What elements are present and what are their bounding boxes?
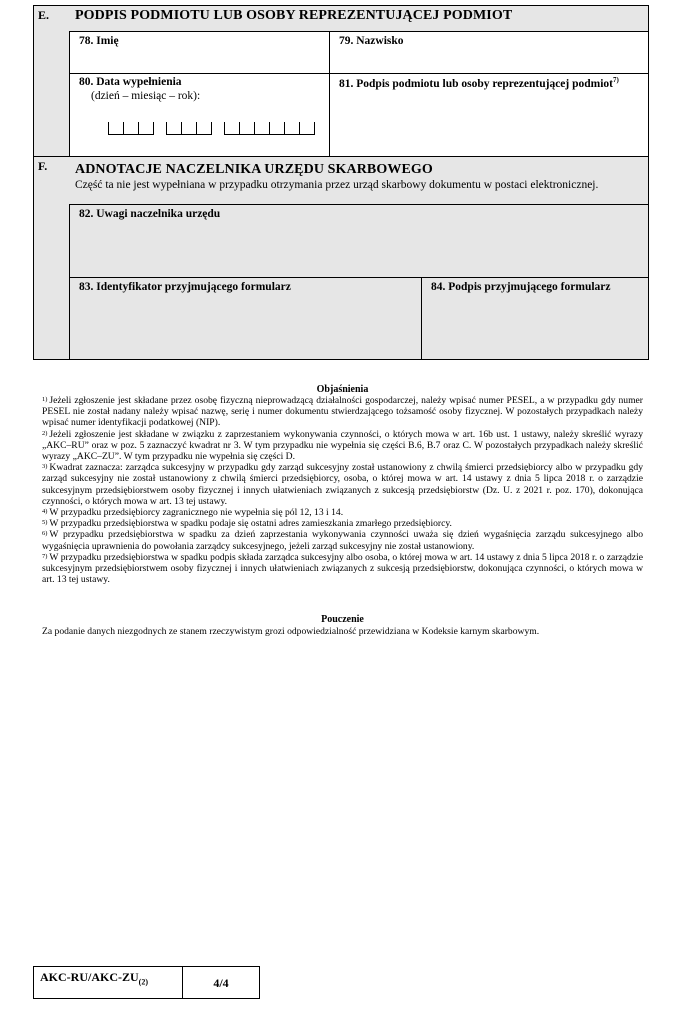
field-80-date[interactable] [69,73,330,157]
field-78-first-name[interactable] [69,31,330,74]
footer-form-code-text: AKC-RU/AKC-ZU [40,970,139,984]
footer-page-box [182,966,260,999]
footer-page-number: 4/4 [213,976,229,990]
note-4-mark: 4) [42,508,48,516]
note-7-text: W przypadku przedsiębiorstwa w spadku podpis składa zarządca sukcesyjny albo osoba, o której mowa w art. 14 ustawy z dnia 5 lipca 2018 r. o zarządzie sukcesyjnym przedsiębiorstwem osoby fizycznej i innych ułatwieniach związanych z sukcesją przedsiębiorstw, dokonująca czynności, o których mowa w art. 13 tej ustawy. [42,551,643,586]
section-f-title: ADNOTACJE NACZELNIKA URZĘDU SKARBOWEGO [75,162,433,177]
note-4 [42,507,643,518]
field-82-remarks[interactable] [69,204,649,278]
note-1 [42,395,643,429]
field-84-receiver-signature[interactable] [421,277,649,360]
field-79-last-name[interactable] [329,31,649,74]
date-month-group[interactable] [166,122,212,135]
note-3-text: Kwadrat zaznacza: zarządca sukcesyjny w przypadku gdy zarząd sukcesyjny został ustanowiony z chwilą śmierci przedsiębiorcy albo w przypadku gdy zarząd sukcesyjny nie został ustanowiony z chwilą śmierci przedsiębiorcy, osoba, o której mowa w art. 14 ustawy z dnia 5 lipca 2018 r. o zarządzie sukcesyjnym przedsiębiorstwem osoby fizycznej i innych ułatwieniach związanych z sukcesją przedsiębiorstw (Dz. U. z 2021 r. poz. 170), dokonująca czynności, o których mowa w art. 13 tej ustawy. [42,462,643,507]
field-78-label: 78. Imię [79,35,119,47]
instruction-text: Za podanie danych niezgodnych ze stanem rzeczywistym grozi odpowiedzialność przewidziana w Kodeksie karnym skarbowym. [42,626,540,637]
date-year-group[interactable] [224,122,315,135]
field-83-label: 83. Identyfikator przyjmującego formularz [79,281,291,293]
field-80-label: 80. Data wypełnienia [79,76,182,88]
field-79-label: 79. Nazwisko [339,35,404,47]
date-input-boxes[interactable] [108,122,327,135]
note-1-mark: 1) [42,396,48,403]
section-e-title: PODPIS PODMIOTU LUB OSOBY REPREZENTUJĄCEJ PODMIOT [75,8,513,23]
field-81-label-text: 81. Podpis podmiotu lub osoby reprezentującej podmiot [339,77,614,90]
note-5-mark: 5) [42,519,48,527]
note-4-text: W przypadku przedsiębiorcy zagranicznego nie wypełnia się pól 12, 13 i 14. [49,507,344,519]
field-84-label: 84. Podpis przyjmującego formularz [431,281,611,293]
field-83-receiver-id[interactable] [69,277,422,360]
note-3-mark: 3) [42,463,48,471]
note-5 [42,518,643,529]
section-f-subtitle: Część ta nie jest wypełniana w przypadku otrzymania przez urząd skarbowy dokumentu w postaci elektronicznej. [75,179,599,191]
note-7-mark: 7) [42,552,48,560]
field-81-footnote: 7) [613,76,619,84]
note-3 [42,462,643,507]
section-f-letter: F. [38,159,48,173]
note-5-text: W przypadku przedsiębiorstwa w spadku podaje się ostatni adres zamieszkania zmarłego przedsiębiorcy. [49,518,452,530]
footer-form-code-box [33,966,183,999]
note-2-mark: 2) [42,429,48,437]
field-82-label: 82. Uwagi naczelnika urzędu [79,208,221,220]
date-day-group[interactable] [108,122,154,135]
field-81-signature[interactable] [329,73,649,157]
note-1-text: Jeżeli zgłoszenie jest składane przez osobę fizyczną nieprowadzącą działalności gospodarczej, należy wpisać numer PESEL, a w przypadku gdy numer PESEL nie został nadany należy wpisać nazwę, serię i numer dokumentu stwierdzającego tożsamość osoby fizycznej. W pozostałych przypadkach należy wpisać numer identyfikacji podatkowej (NIP). [42,395,643,429]
explanations-title: Objaśnienia [316,384,369,395]
note-6-mark: 6) [42,530,48,538]
note-6 [42,529,643,551]
note-6-text: W przypadku przedsiębiorstwa w spadku za dzień zaprzestania wykonywania czynności uważa się dzień wygaśnięcia zarządu sukcesyjnego albo wygaśnięcia uprawnienia do powołania zarządcy sukcesyjnego, jeżeli zarząd sukcesyjny nie został ustanowiony. [42,529,643,552]
explanations-notes [42,395,643,585]
footer-form-version: (2) [138,977,148,987]
field-80-sublabel: (dzień – miesiąc – rok): [91,90,201,102]
field-81-label [339,76,619,90]
note-7 [42,552,643,586]
instruction-title: Pouczenie [321,614,364,625]
footer-form-code [40,970,148,986]
note-2-text: Jeżeli zgłoszenie jest składane w związku z zaprzestaniem wykonywania czynności, o których mowa w art. 16b ust. 1 ustawy, należy skreślić wyrazy „AKC–RU” oraz w poz. 5 zaznaczyć kwadrat nr 3. W tym przypadku nie wypełnia się części B.6, B.7 oraz C. W pozostałych przypadkach należy skreślić wyrazy „AKC–ZU”. W tym przypadku nie wypełnia się części D. [42,428,643,463]
note-2 [42,429,643,463]
section-e-letter: E. [38,8,50,22]
